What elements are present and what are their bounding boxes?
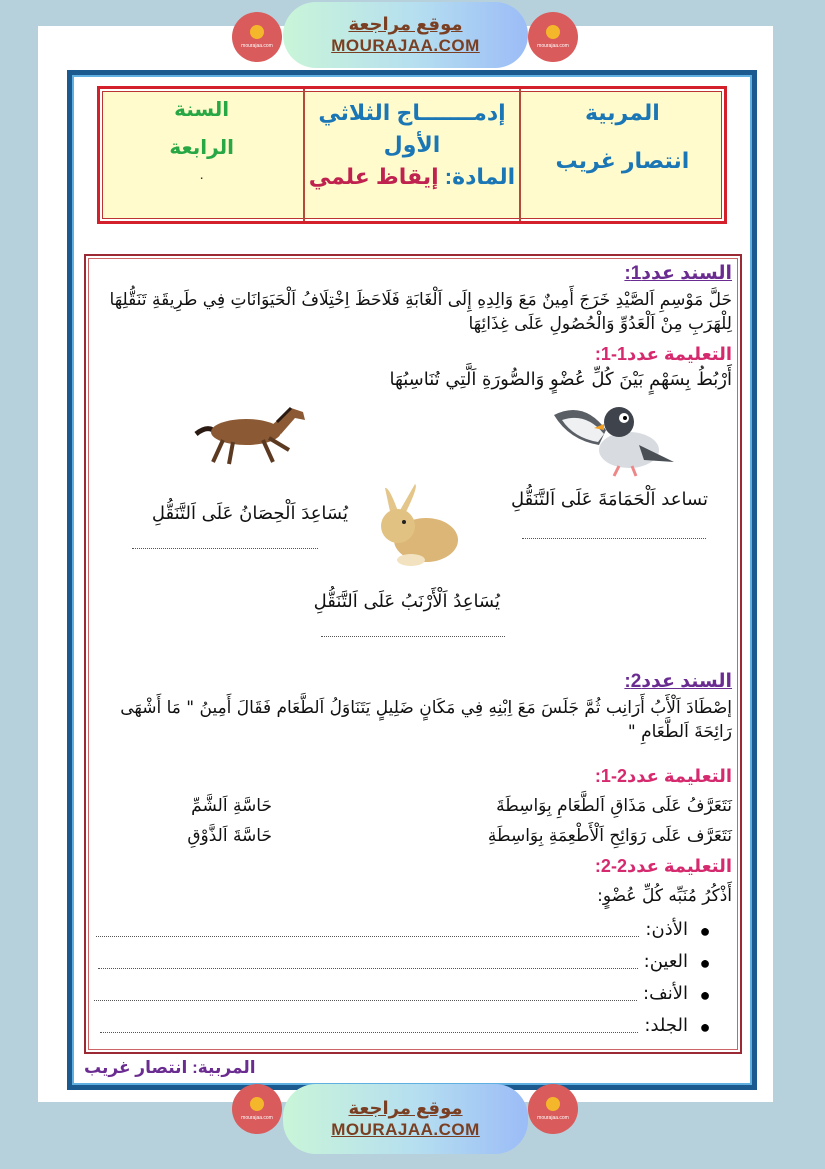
- site-banner-top[interactable]: [283, 2, 528, 68]
- section1-text: حَلَّ مَوْسِمِ اَلصَّيْدِ خَرَجَ أَمِينٌ مَعَ وَالِدِهِ إِلَى اَلْغَابَةِ فَلَاحَظَ اِخْتِلَافُ اَلْحَيَوَانَاتِ فِي طَرِيقَةِ تَنَقُّلِهَا لِلْهَرَبِ مِنْ اَلْعَدُوِّ وَالْحُصُولِ عَلَى غِذَائِهَا: [109, 290, 732, 334]
- horse-answer-line[interactable]: [132, 548, 318, 549]
- site-logo-left: mourajaa.com: [232, 12, 282, 62]
- instruction1-1-text: أَرْبُطُ بِسَهْمٍ بَيْنَ كُلِّ عُضْوٍ وَالصُّورَةِ اَلَّتِي تُنَاسِبُهَا: [389, 369, 732, 390]
- organ-row-eye: ● العين:: [98, 950, 716, 974]
- site-logo-right-bottom: mourajaa.com: [528, 1084, 578, 1134]
- site-logo-left-bottom: mourajaa.com: [232, 1084, 282, 1134]
- match-right-1: حَاسَّةِ اَلشَّمِّ: [191, 796, 272, 816]
- title-line1: إدمـــــــاج الثلاثي: [318, 100, 506, 125]
- pigeon-image[interactable]: [544, 400, 679, 480]
- site-banner-bottom[interactable]: [283, 1084, 528, 1154]
- bullet-icon: ●: [699, 985, 711, 1005]
- book-icon: [546, 25, 560, 39]
- rabbit-image[interactable]: [371, 484, 461, 570]
- skin-answer-line[interactable]: [100, 1032, 638, 1033]
- site-logo-right: mourajaa.com: [528, 12, 578, 62]
- instruction2-1-title: التعليمة عدد2-1:: [594, 766, 732, 786]
- rabbit-label: يُسَاعِدُ اَلْأَرْنَبُ عَلَى اَلتَّنَقُّلِ: [313, 591, 500, 612]
- bullet-icon: ●: [699, 953, 711, 973]
- match-left-1: نَتَعَرَّفُ عَلَى مَذَاقِ اَلطَّعَامِ بِوَاسِطَةَ: [496, 796, 732, 816]
- book-icon: [250, 1097, 264, 1111]
- instruction1-1-title: التعليمة عدد1-1:: [594, 344, 732, 364]
- match-left-2: نَتَعَرَّف عَلَى رَوَائِحِ اَلْأَطْعِمَةِ بِوَاسِطَةِ: [487, 826, 732, 846]
- banner-arabic: موقع مراجعة: [348, 1098, 463, 1118]
- subject-value: إيقاظ علمي: [308, 164, 439, 189]
- title-line2: الأول: [383, 132, 441, 157]
- match-right-2: حَاسَّةَ اَلذَّوْقِ: [187, 826, 272, 846]
- organ-row-skin: ● الجلد:: [100, 1014, 716, 1038]
- subject-label: المادة:: [444, 164, 516, 189]
- teacher-name: انتصار غريب: [555, 148, 690, 173]
- teacher-label: المربية: [584, 100, 660, 125]
- horse-label: يُسَاعِدَ اَلْحِصَانُ عَلَى اَلتَّنَقُّلِ: [151, 503, 348, 524]
- pigeon-label: تساعد اَلْحَمَامَةَ عَلَى اَلتَّنَقُّلِ: [511, 489, 708, 510]
- section1-title: السند عدد1:: [624, 263, 732, 284]
- book-icon: [250, 25, 264, 39]
- horse-image[interactable]: [191, 404, 316, 466]
- teacher-cell: [521, 89, 724, 221]
- section2-title: السند عدد2:: [624, 671, 732, 692]
- pigeon-answer-line[interactable]: [522, 538, 706, 539]
- section2-text: إصْطَادَ اَلْأَبُ أَرَانِب ثُمَّ جَلَسَ مَعَ اِبْنِهِ فِي مَكَانٍ ضَلِيلٍ يَتَنَاوَلُ اَلطَّعَام فَقَالَ أَمِينُ " مَا أَشْهَى رَائِحَةَ اَلطَّعَامِ ": [120, 698, 732, 742]
- organ-row-nose: ● الأنف:: [94, 982, 716, 1006]
- organ-row-ear: ● الأذن:: [96, 918, 716, 942]
- teacher-signature: المربية: انتصار غريب: [84, 1058, 256, 1077]
- nose-answer-line[interactable]: [94, 1000, 637, 1001]
- bullet-icon: ●: [699, 921, 711, 941]
- rabbit-answer-line[interactable]: [321, 636, 505, 637]
- year-value: الرابعة: [169, 137, 234, 159]
- title-cell: [305, 89, 520, 221]
- header-table: [97, 86, 727, 224]
- book-icon: [546, 1097, 560, 1111]
- banner-english: MOURAJAA.COM: [331, 1120, 480, 1139]
- subject-line: [309, 161, 515, 193]
- instruction2-2-text: أَذْكُرُ مُنَبِّه كُلِّ عُضْوٍ:: [597, 886, 732, 906]
- bullet-icon: ●: [699, 1017, 711, 1037]
- ear-answer-line[interactable]: [96, 936, 639, 937]
- banner-english: MOURAJAA.COM: [331, 36, 480, 55]
- eye-answer-line[interactable]: [98, 968, 638, 969]
- year-label: السنة: [174, 99, 230, 121]
- banner-arabic: موقع مراجعة: [348, 14, 463, 34]
- exercise-box: [84, 254, 742, 1054]
- year-cell: السنة الرابعة .: [100, 89, 305, 221]
- instruction2-2-title: التعليمة عدد2-2:: [594, 856, 732, 876]
